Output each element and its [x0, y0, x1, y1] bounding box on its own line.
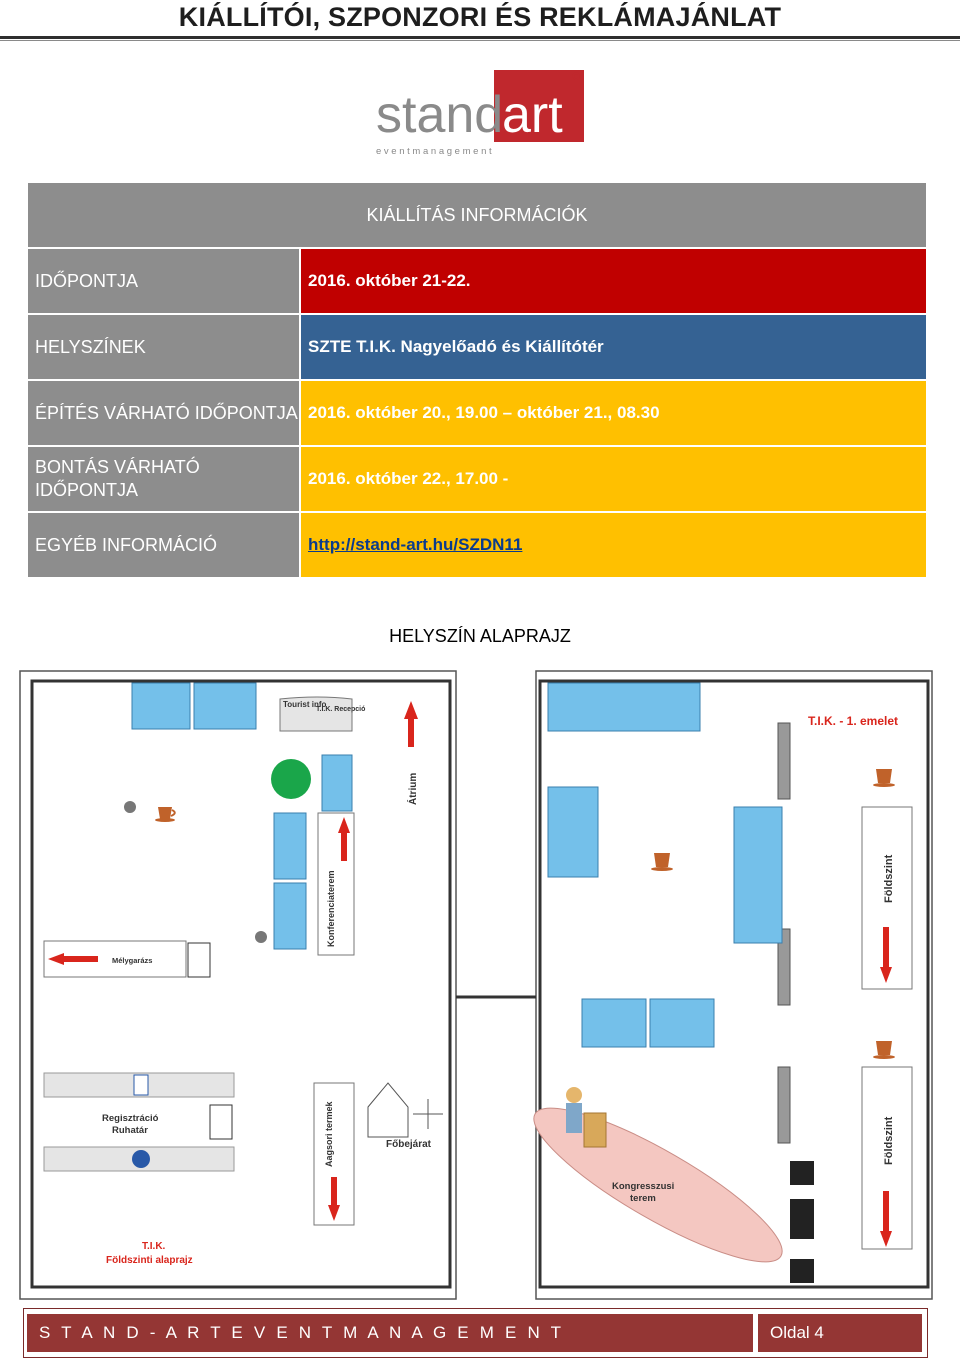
accessibility-icon	[132, 1150, 150, 1168]
logo-stand-text: stand	[376, 86, 504, 144]
footer-company: S T A N D - A R T E V E N T M A N A G E M E N T	[27, 1314, 753, 1352]
congress-hall-label-1: Kongresszusi	[612, 1181, 675, 1192]
page-footer	[23, 1308, 928, 1358]
green-marker	[271, 759, 311, 799]
stand-box	[274, 883, 306, 949]
elevator-icon	[210, 1105, 232, 1139]
hall-label: Aagsori termek	[324, 1101, 334, 1167]
cloakroom-label: Ruhatár	[112, 1125, 148, 1136]
info-heading-row	[28, 183, 926, 247]
garage-label: Mélygarázs	[112, 956, 153, 965]
elevator-icon	[188, 943, 210, 977]
conference-stairs	[318, 813, 354, 955]
exhibition-info-table	[28, 183, 926, 579]
info-value-build: 2016. október 20., 19.00 – október 21., 08.30	[301, 381, 926, 445]
pillar	[778, 723, 790, 799]
info-icon	[134, 1075, 148, 1095]
info-label-date: IDŐPONTJA	[28, 249, 299, 313]
info-row-other	[28, 513, 926, 577]
restroom-icon	[790, 1161, 814, 1185]
stand-box	[650, 999, 714, 1047]
info-label-build: ÉPÍTÉS VÁRHATÓ IDŐPONTJA	[28, 381, 299, 445]
logo-art-text: art	[502, 86, 563, 144]
info-value-teardown: 2016. október 22., 17.00 -	[301, 447, 926, 511]
stand-box	[274, 813, 306, 879]
ground-level-label-bottom: Földszint	[883, 1116, 895, 1165]
info-link[interactable]: http://stand-art.hu/SZDN11	[308, 535, 523, 554]
stand-box	[194, 683, 256, 729]
restroom-icon	[790, 1259, 814, 1283]
conference-label: Konferenciaterem	[326, 870, 336, 947]
header-rule	[0, 36, 960, 39]
info-label-other: EGYÉB INFORMÁCIÓ	[28, 513, 299, 577]
ground-level-label-top: Földszint	[883, 854, 895, 903]
stand-box	[548, 787, 598, 877]
tik-reception-label: T.I.K. Recepció	[316, 706, 366, 713]
info-value-other	[301, 513, 926, 577]
stand-box	[322, 755, 352, 811]
grey-dot	[255, 931, 267, 943]
stand-box	[582, 999, 646, 1047]
first-floor-title: T.I.K. - 1. emelet	[808, 714, 899, 728]
floorplan-title: HELYSZÍN ALAPRAJZ	[389, 626, 571, 646]
grey-dot	[124, 801, 136, 813]
info-row-date	[28, 249, 926, 313]
stand-box	[548, 683, 700, 731]
ground-floor-title-1: T.I.K.	[142, 1241, 166, 1252]
logo-tagline: e v e n t m a n a g e m e n t	[376, 146, 492, 157]
info-row-build	[28, 381, 926, 445]
atrium-label: Átrium	[408, 772, 419, 805]
info-row-teardown	[28, 447, 926, 511]
stand-art-logo	[370, 66, 600, 162]
congress-hall-label-2: terem	[630, 1193, 656, 1204]
registration-label: Regisztráció	[102, 1113, 159, 1124]
logo-copyright: ©	[572, 71, 581, 83]
stand-box	[734, 807, 782, 943]
stand-box	[132, 683, 190, 729]
header-rule-thin	[0, 40, 960, 41]
page-title: KIÁLLÍTÓI, SZPONZORI ÉS REKLÁMAJÁNLAT	[178, 2, 782, 32]
info-value-venue: SZTE T.I.K. Nagyelőadó és Kiállítótér	[301, 315, 926, 379]
floorplan	[18, 667, 936, 1303]
footer-page-number: Oldal 4	[758, 1314, 922, 1352]
info-heading: KIÁLLÍTÁS INFORMÁCIÓK	[28, 183, 926, 247]
info-label-venue: HELYSZÍNEK	[28, 315, 299, 379]
ground-floor-walls	[32, 681, 450, 1287]
info-value-date: 2016. október 21-22.	[301, 249, 926, 313]
main-entrance-label: Főbejárat	[386, 1139, 432, 1150]
elevator-icon	[790, 1199, 814, 1239]
info-row-venue	[28, 315, 926, 379]
ground-floor-title-2: Földszinti alaprajz	[106, 1255, 193, 1266]
tourist-info-label: Tourist info	[283, 700, 327, 709]
info-label-teardown: BONTÁS VÁRHATÓ IDŐPONTJA	[28, 447, 299, 511]
pillar	[778, 1067, 790, 1143]
